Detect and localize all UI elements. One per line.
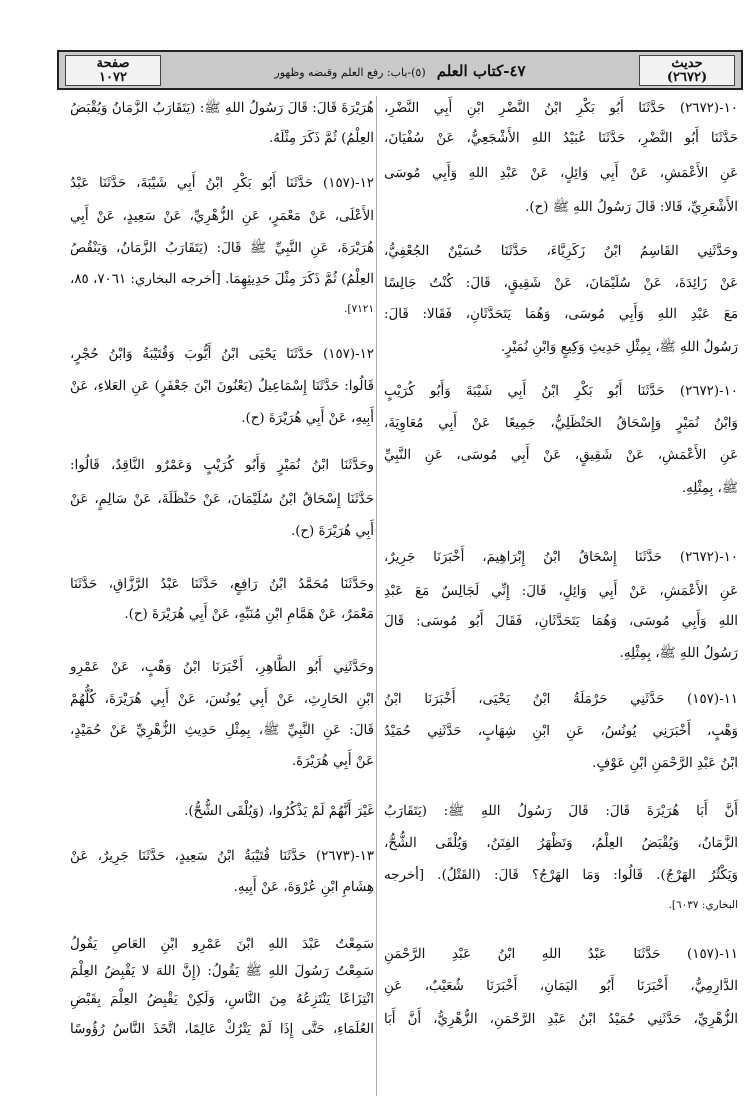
text-line: قَالَ: عَنِ النَّبِيِّ ﷺ، بِمِثْلِ حَدِيثِ الزُّهْرِيِّ عَنْ حُمَيْدٍ،: [70, 723, 374, 738]
chapter-title: (٥)-باب: رفع العلم وقبضه وظهور: [274, 66, 426, 79]
text-line: وحَدَّثَنَا مُحَمَّدُ ابْنُ رَافِعٍ، حَدَّثَنَا عَبْدُ الرَّزَّاقِ، حَدَّثَنَا: [70, 577, 374, 592]
book-title: ٤٧-كتاب العلم: [436, 62, 526, 80]
page-number-box: [65, 55, 161, 86]
column-divider: [376, 96, 377, 1096]
text-line: الدَّارِمِيُّ، أَخْبَرَنَا أَبُو اليَمَانِ، أَخْبَرَنَا شُعَيْبٌ، عَنِ: [384, 979, 738, 994]
header-title: [169, 56, 631, 86]
text-line: مَعْمَرٌ، عَنْ هَمَّامِ ابْنِ مُنَبِّهٍ، عَنْ أَبِي هُرَيْرَةَ (ح).: [124, 607, 374, 622]
text-line: الزُّهْرِيِّ، حَدَّثَنِي حُمَيْدُ ابْنُ عَبْدِ الرَّحْمَنِ، الزُّهْرِيُّ، أَنَّ أَبَا: [384, 1012, 738, 1027]
text-line: أَبِي هُرَيْرَةَ (ح).: [290, 524, 374, 539]
text-line: حَدَّثَنَا إِسْحَاقُ ابْنُ سُلَيْمَانَ، عَنْ حَنْظَلَةَ، عَنْ سَالِمٍ، عَنْ: [70, 492, 374, 507]
text-line: وَهْبٍ، أَخْبَرَنِي يُونُسُ، عَنِ ابْنِ شِهَابٍ، حَدَّثَنِي حُمَيْدُ: [384, 724, 738, 739]
text-line: رَسُولُ اللهِ ﷺ، بِمِثْلِ حَدِيثِ وَكِيعٍ وَابْنِ نُمَيْرٍ.: [500, 340, 738, 355]
page-header: [57, 50, 743, 90]
text-line: وحَدَّثَنَا ابْنُ نُمَيْرٍ وَأَبُو كُرَيْبٍ وَعَمْرٌو النَّاقِدُ، قَالُوا:: [70, 458, 374, 473]
text-line: ابْنِ الحَارِثِ، عَنْ أَبِي يُونُسَ، عَنْ أَبِي هُرَيْرَةَ، كُلُّهُمْ: [70, 692, 374, 707]
text-line: وَابْنُ نُمَيْرٍ وَإِسْحَاقُ الحَنْظَلِيُّ، جَمِيعًا عَنْ أَبِي مُعَاوِيَةَ،: [384, 416, 738, 431]
text-line: سَمِعْتُ رَسُولَ اللهِ ﷺ يَقُولُ: (إِنَّ اللهَ لا يَقْبِضُ العِلْمَ: [70, 964, 374, 979]
text-line: عَنْ زَائِدَةَ، عَنْ سُلَيْمَانَ، عَنْ شَقِيقٍ، قَالَ: كُنْتُ جَالِسًا: [384, 276, 738, 291]
hadith-number: (٢٦٧٢): [666, 70, 708, 85]
text-line: مَعَ عَبْدِ اللهِ وَأَبِي مُوسَى، وَهُمَا يَتَحَدَّثَانِ، فَقَالا: قَالَ:: [384, 307, 738, 322]
text-line: العُلَمَاءِ، حَتَّى إِذَا لَمْ يَتْرُكْ عَالِمًا، اتَّخَذَ النَّاسُ رُؤُوسًا: [70, 1022, 374, 1037]
text-line: عَنْ أَبِي هُرَيْرَةَ.: [291, 754, 374, 769]
text-line: البخاري: ٦٠٣٧].: [668, 899, 738, 911]
hadith-label: حديث: [671, 56, 703, 71]
text-line: ١١-(١٥٧) حَدَّثَنِي حَرْمَلَةُ ابْنُ يَحْيَى، أَخْبَرَنَا ابْنُ: [384, 692, 738, 707]
text-line: اللهِ وَأَبِي مُوسَى، وَهُمَا يَتَحَدَّثَانِ، فَقَالَ أَبُو مُوسَى: قَالَ: [384, 614, 738, 629]
text-line: أَنَّ أَبَا هُرَيْرَةَ قَالَ: قَالَ رَسُولُ اللهِ ﷺ: (يَتَقَارَبُ: [384, 804, 738, 819]
text-line: عَنِ الأَعْمَشِ، عَنْ أَبِي وَائِلٍ، عَنْ عَبْدِ اللهِ وَأَبِي مُوسَى: [384, 166, 738, 181]
text-line: هِشَامِ ابْنِ عُرْوَةَ، عَنْ أَبِيهِ.: [233, 880, 374, 895]
text-line: رَسُولُ اللهِ ﷺ، بِمِثْلِهِ.: [619, 646, 738, 661]
text-line: وحَدَّثَنِي أَبُو الطَّاهِرِ، أَخْبَرَنَا ابْنُ وَهْبٍ، عَنْ عَمْرِو: [70, 660, 374, 675]
text-line: قَالُوا: حَدَّثَنَا إِسْمَاعِيلُ (يَعْنُونَ ابْنَ جَعْفَرٍ) عَنِ العَلاءِ، عَنْ: [70, 379, 374, 394]
text-line: العِلْمُ) ثُمَّ ذَكَرَ مِثْلَ حَدِيثِهِمَا. [أخرجه البخاري: ٧٠٦١، ٨٥،: [70, 272, 374, 287]
text-line: هُرَيْرَةَ قَالَ: قَالَ رَسُولُ اللهِ ﷺ: (يَتَقَارَبُ الزَّمَانُ وَيُقْبَضُ: [70, 101, 374, 116]
text-line: الأَعْلَى، عَنْ مَعْمَرٍ، عَنِ الزُّهْرِيِّ، عَنْ سَعِيدٍ، عَنْ أَبِي: [70, 209, 374, 224]
text-line: سَمِعْتُ عَبْدَ اللهِ ابْنَ عَمْرِو ابْنِ العَاصِ يَقُولُ: [70, 937, 374, 952]
text-line: وحَدَّثَنِي القَاسِمُ ابْنُ زَكَرِيَّاءَ، حَدَّثَنَا حُسَيْنٌ الجُعْفِيُّ،: [384, 244, 738, 259]
hadith-number-box: [639, 55, 735, 86]
text-line: غَيْرَ أَنَّهُمْ لَمْ يَذْكُرُوا، (وَيُلْقَى الشُّحُّ).: [184, 804, 374, 819]
page-number: ١٠٧٢: [99, 70, 127, 85]
text-line: هُرَيْرَةَ، عَنِ النَّبِيِّ ﷺ قَالَ: (يَتَقَارَبُ الزَّمَانُ، وَيَنْقُصُ: [70, 241, 374, 256]
text-line: حَدَّثَنَا أَبُو النَّضْرِ، حَدَّثَنَا عُبَيْدُ اللهِ الأَشْجَعِيُّ، عَنْ سُفْيَانَ،: [384, 131, 738, 146]
text-line: ابْنُ عَبْدِ الرَّحْمَنِ ابْنِ عَوْفٍ.: [592, 756, 738, 771]
text-line: العِلْمُ) ثُمَّ ذَكَرَ مِثْلَهُ.: [268, 131, 374, 146]
text-line: الزَّمَانُ، وَيُقْبَضُ العِلْمُ، وَتَظْهَرُ الفِتَنُ، وَيُلْقَى الشُّحُّ،: [384, 836, 738, 851]
text-line: ١٣-(٢٦٧٣) حَدَّثَنَا قُتَيْبَةُ ابْنُ سَعِيدٍ، حَدَّثَنَا جَرِيرٌ، عَنْ: [70, 849, 374, 864]
text-line: ١٠-(٢٦٧٢) حَدَّثَنَا إِسْحَاقُ ابْنُ إِبْرَاهِيمَ، أَخْبَرَنَا جَرِيرٌ،: [384, 550, 738, 565]
text-line: أَبِيهِ، عَنْ أَبِي هُرَيْرَةَ (ح).: [241, 411, 374, 426]
text-line: عَنِ الأَعْمَشِ، عَنْ أَبِي وَائِلٍ، قَالَ: إِنِّي لَجَالِسٌ مَعَ عَبْدِ: [384, 584, 738, 599]
text-line: عَنِ الأَعْمَشِ، عَنْ شَقِيقٍ، عَنْ أَبِي مُوسَى، عَنِ النَّبِيِّ: [384, 448, 738, 463]
text-line: ١١-(١٥٧) حَدَّثَنَا عَبْدُ اللهِ ابْنُ عَبْدِ الرَّحْمَنِ: [384, 947, 738, 962]
text-line: ١٠-(٢٦٧٢) حَدَّثَنَا أَبُو بَكْرِ ابْنُ النَّضْرِ ابْنِ أَبِي النَّضْرِ،: [384, 101, 738, 116]
page-label: صفحة: [96, 56, 130, 71]
text-line: ١٠-(٢٦٧٢) حَدَّثَنَا أَبُو بَكْرِ ابْنُ أَبِي شَيْبَةَ وَأَبُو كُرَيْبٍ: [384, 384, 738, 399]
text-line: انْتِزَاعًا يَنْتَزِعُهُ مِنَ النَّاسِ، وَلَكِنْ يَقْبِضُ العِلْمَ بِقَبْضِ: [70, 992, 374, 1007]
text-line: وَيَكْثُرُ الهَرْجُ). قَالُوا: وَمَا الهَرْجُ؟ قَالَ: (القَتْلُ). [أخرجه: [384, 868, 738, 883]
text-line: ﷺ، بِمِثْلِهِ.: [681, 481, 738, 496]
text-line: ١٢-(١٥٧) حَدَّثَنَا أَبُو بَكْرِ ابْنُ أَبِي شَيْبَةَ، حَدَّثَنَا عَبْدُ: [70, 176, 374, 191]
text-line: الأَشْعَرِيِّ، قَالا: قَالَ رَسُولُ اللهِ ﷺ (ح).: [525, 200, 738, 215]
text-line: ١٢-(١٥٧) حَدَّثَنَا يَحْيَى ابْنُ أَيُّوبَ وَقُتَيْبَةُ وَابْنُ حُجْرٍ،: [70, 347, 374, 362]
text-line: ٧١٢١].: [344, 303, 374, 315]
